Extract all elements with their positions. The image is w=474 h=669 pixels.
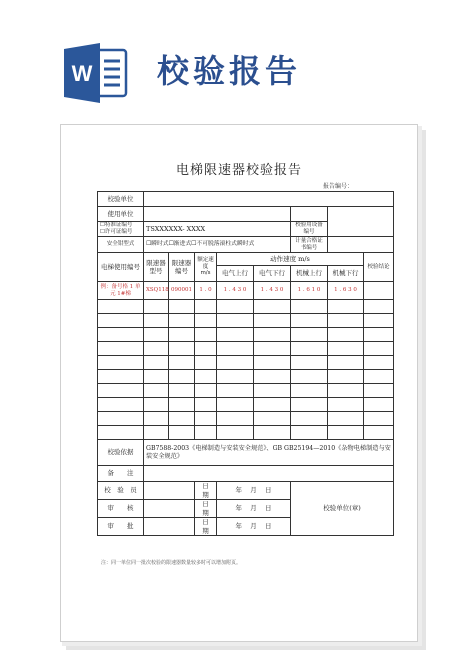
cell-mech-down[interactable]: 1 . 6 3 0 (328, 282, 364, 300)
date-year-1: 年 (235, 486, 242, 495)
table-cell[interactable] (217, 314, 254, 328)
cell-rated-speed[interactable]: 1 . 0 (195, 282, 217, 300)
document-preview (60, 124, 420, 644)
table-cell[interactable] (254, 370, 291, 384)
table-cell[interactable] (254, 342, 291, 356)
table-cell[interactable] (364, 314, 394, 328)
date-month-3: 月 (250, 522, 257, 531)
form-row-remarks (98, 466, 394, 482)
value-reviewer[interactable] (144, 500, 195, 518)
table-cell[interactable] (169, 356, 195, 370)
table-cell[interactable] (254, 300, 291, 314)
value-basis: GB7588-2003《电梯制造与安装安全规范》、GB GB25194—2010《杂物电梯制造与安装安全规范》 (144, 440, 394, 466)
table-cell[interactable] (98, 398, 144, 412)
table-cell[interactable] (364, 342, 394, 356)
table-cell[interactable] (364, 356, 394, 370)
table-cell[interactable] (217, 370, 254, 384)
table-cell[interactable] (217, 328, 254, 342)
word-logo-icon (62, 42, 128, 104)
label-equip-no-text: 校验用设备编号 (291, 222, 328, 237)
label-reviewer: 审 核 (98, 500, 144, 518)
paper-page (60, 124, 418, 642)
report-number-label: 报告编号： (323, 183, 354, 190)
table-cell[interactable] (98, 370, 144, 384)
date-day-1: 日 (265, 486, 272, 495)
label-approver: 审 批 (98, 518, 144, 536)
seal-area (291, 482, 394, 536)
table-cell[interactable] (169, 412, 195, 426)
cert-line-special: ☐特准证编号 (100, 222, 133, 229)
label-cert-no: 计量合格证书编号 (291, 237, 328, 253)
table-row (98, 328, 394, 342)
table-cell[interactable] (169, 314, 195, 328)
table-cell[interactable] (291, 342, 328, 356)
seal-label: 校验单位(章) (323, 504, 361, 513)
value-approver[interactable] (144, 518, 195, 536)
label-inspect-unit: 校验单位 (98, 192, 144, 207)
col-gov-model: 限速器型号 (144, 253, 169, 282)
table-cell[interactable] (328, 398, 364, 412)
table-cell[interactable] (291, 398, 328, 412)
table-cell[interactable] (169, 300, 195, 314)
table-cell[interactable] (291, 370, 328, 384)
table-cell[interactable] (254, 398, 291, 412)
table-cell[interactable] (364, 426, 394, 440)
table-cell[interactable] (328, 384, 364, 398)
date-year-3: 年 (235, 522, 242, 531)
table-row (98, 342, 394, 356)
table-cell[interactable] (328, 300, 364, 314)
table-cell[interactable] (254, 314, 291, 328)
label-date-2: 日 期 (195, 500, 217, 518)
table-cell[interactable] (98, 384, 144, 398)
form-row-basis (98, 440, 394, 466)
col-rated-speed (195, 253, 217, 282)
label-date-1: 日 期 (195, 482, 217, 500)
label-cert (98, 222, 144, 237)
col-mech-up: 机械上行 (291, 266, 328, 282)
date-field-1[interactable] (217, 482, 291, 500)
table-cell[interactable] (144, 342, 169, 356)
doc-title: 电梯限速器校验报告 (175, 163, 302, 178)
table-cell[interactable] (364, 328, 394, 342)
form-row-inspector (98, 482, 394, 500)
table-cell[interactable] (169, 398, 195, 412)
table-cell[interactable] (364, 370, 394, 384)
table-cell[interactable] (144, 356, 169, 370)
label-equip-no (291, 207, 328, 222)
table-cell[interactable] (195, 328, 217, 342)
table-row (98, 282, 394, 300)
table-row (98, 412, 394, 426)
table-cell[interactable] (291, 412, 328, 426)
table-cell[interactable] (254, 426, 291, 440)
table-row (98, 300, 394, 314)
table-cell[interactable] (217, 384, 254, 398)
inspection-form-table (97, 191, 394, 536)
table-cell[interactable] (291, 384, 328, 398)
rated-speed-label: 额定速度 (197, 256, 214, 270)
table-cell[interactable] (98, 342, 144, 356)
value-use-unit[interactable] (144, 207, 291, 222)
cert-line-permit: ☐许可证编号 (100, 229, 133, 235)
label-basis: 校验依据 (98, 440, 144, 466)
table-cell[interactable] (364, 300, 394, 314)
date-field-2[interactable] (217, 500, 291, 518)
cell-gov-model[interactable]: XSQ118 (144, 282, 169, 300)
table-cell[interactable] (217, 398, 254, 412)
value-model: TSXXXXXX- XXXX (144, 222, 291, 237)
blank-rows (98, 300, 394, 440)
table-cell[interactable] (144, 314, 169, 328)
rated-speed-unit: m/s (200, 270, 211, 277)
table-cell[interactable] (254, 412, 291, 426)
value-cert-no[interactable] (328, 237, 394, 253)
table-cell[interactable] (254, 356, 291, 370)
table-cell[interactable] (144, 398, 169, 412)
col-elec-down: 电气下行 (254, 266, 291, 282)
cell-elevator-no[interactable]: 例：备号格 1 单元 1#梯 (98, 282, 144, 300)
label-remarks: 备 注 (98, 466, 144, 482)
date-month-2: 月 (250, 504, 257, 513)
value-inspector[interactable] (144, 482, 195, 500)
label-use-unit: 使用单位 (98, 207, 144, 222)
table-cell[interactable] (195, 300, 217, 314)
form-row-clamp (98, 237, 394, 253)
page-title: 校验报告 (157, 52, 302, 90)
date-day-2: 日 (265, 504, 272, 513)
table-cell[interactable] (169, 370, 195, 384)
table-cell[interactable] (291, 300, 328, 314)
table-cell[interactable] (364, 384, 394, 398)
table-cell[interactable] (254, 328, 291, 342)
table-cell[interactable] (144, 328, 169, 342)
table-cell[interactable] (217, 342, 254, 356)
table-cell[interactable] (328, 370, 364, 384)
col-elevator-no: 电梯使用编号 (98, 253, 144, 282)
table-cell[interactable] (144, 384, 169, 398)
label-clamp-type: 安全钳型式 (98, 237, 144, 253)
col-mech-down: 机械下行 (328, 266, 364, 282)
cell-mech-up[interactable]: 1 . 6 1 0 (291, 282, 328, 300)
table-cell[interactable] (169, 328, 195, 342)
table-cell[interactable] (217, 426, 254, 440)
date-day-3: 日 (265, 522, 272, 531)
table-cell[interactable] (98, 412, 144, 426)
value-clamp-options[interactable]: ☐瞬时式☐渐进式☐不可脱落滚柱式瞬时式 (144, 237, 291, 253)
table-row (98, 384, 394, 398)
table-cell[interactable] (195, 370, 217, 384)
table-row (98, 398, 394, 412)
table-cell[interactable] (169, 384, 195, 398)
page-header (0, 0, 474, 120)
date-field-3[interactable] (217, 518, 291, 536)
col-conclusion: 校验结论 (364, 253, 394, 282)
table-cell[interactable] (291, 356, 328, 370)
table-cell[interactable] (364, 412, 394, 426)
table-cell[interactable] (195, 342, 217, 356)
table-row (98, 426, 394, 440)
col-action-speed: 动作速度 m/s (217, 253, 364, 266)
label-inspector: 校 验 员 (98, 482, 144, 500)
table-cell[interactable] (291, 314, 328, 328)
form-row-inspect-unit (98, 192, 394, 207)
table-cell[interactable] (144, 370, 169, 384)
footnote: 注：同一单位同一批次校验的限速器数量较多时可以增加附页。 (101, 560, 242, 566)
value-inspect-unit[interactable] (144, 192, 394, 207)
table-cell[interactable] (169, 426, 195, 440)
table-cell[interactable] (328, 426, 364, 440)
col-gov-no: 限速器编号 (169, 253, 195, 282)
table-cell[interactable] (98, 300, 144, 314)
table-cell[interactable] (291, 426, 328, 440)
table-cell[interactable] (195, 356, 217, 370)
cell-elec-down[interactable]: 1 . 4 3 0 (254, 282, 291, 300)
col-elec-up: 电气上行 (217, 266, 254, 282)
table-cell[interactable] (254, 384, 291, 398)
table-cell[interactable] (144, 300, 169, 314)
table-cell[interactable] (98, 426, 144, 440)
table-cell[interactable] (144, 412, 169, 426)
table-cell[interactable] (98, 328, 144, 342)
table-cell[interactable] (217, 300, 254, 314)
table-row (98, 370, 394, 384)
table-cell[interactable] (195, 384, 217, 398)
table-cell[interactable] (98, 356, 144, 370)
cell-conclusion[interactable] (364, 282, 394, 300)
table-cell[interactable] (195, 412, 217, 426)
table-cell[interactable] (195, 398, 217, 412)
table-row (98, 356, 394, 370)
table-cell[interactable] (144, 426, 169, 440)
table-cell[interactable] (217, 356, 254, 370)
header-row-1 (98, 253, 394, 266)
cell-elec-up[interactable]: 1 . 4 3 0 (217, 282, 254, 300)
table-cell[interactable] (328, 356, 364, 370)
svg-text:W: W (71, 61, 93, 86)
date-year-2: 年 (235, 504, 242, 513)
table-cell[interactable] (98, 314, 144, 328)
cell-gov-no[interactable]: 090001 (169, 282, 195, 300)
value-equip-no[interactable] (328, 207, 394, 237)
table-cell[interactable] (195, 426, 217, 440)
date-month-1: 月 (250, 486, 257, 495)
table-cell[interactable] (328, 342, 364, 356)
table-cell[interactable] (195, 314, 217, 328)
table-cell[interactable] (217, 412, 254, 426)
table-cell[interactable] (328, 328, 364, 342)
table-cell[interactable] (169, 342, 195, 356)
table-cell[interactable] (291, 328, 328, 342)
value-remarks[interactable] (144, 466, 394, 482)
table-cell[interactable] (328, 314, 364, 328)
table-cell[interactable] (328, 412, 364, 426)
table-row (98, 314, 394, 328)
form-row-use-unit (98, 207, 394, 222)
label-date-3: 日 期 (195, 518, 217, 536)
table-cell[interactable] (364, 398, 394, 412)
